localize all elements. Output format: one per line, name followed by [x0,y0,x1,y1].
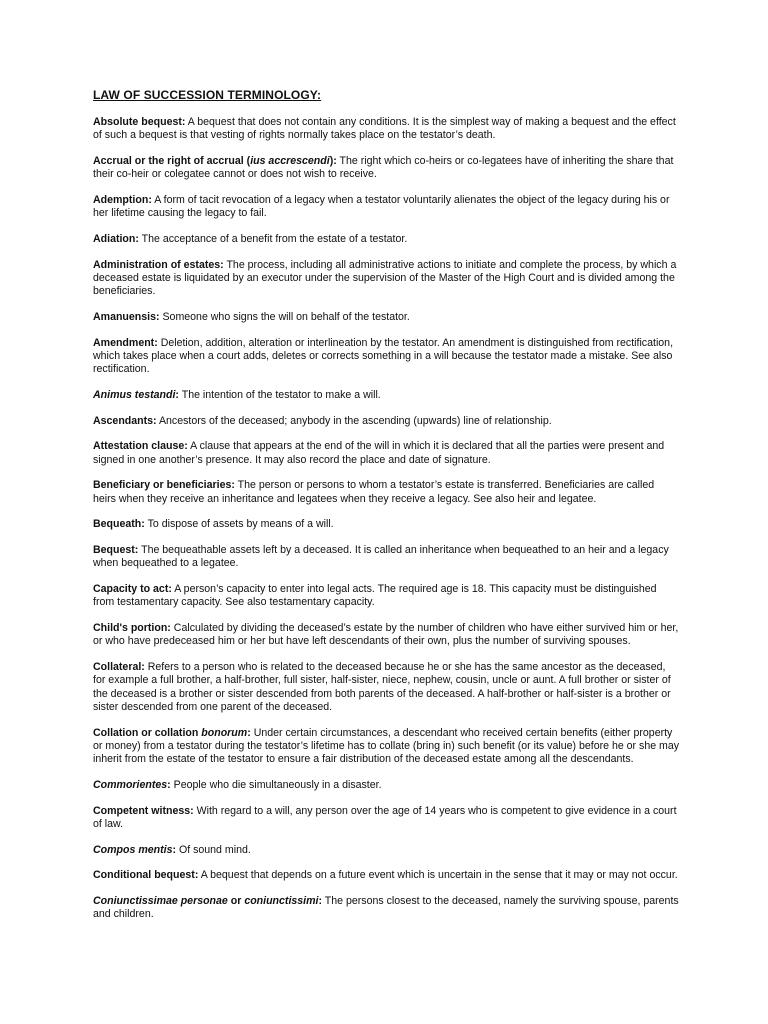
term-part: ): [329,155,337,167]
term-italic: Commorientes [93,779,168,791]
entry-administration-of-estates [93,259,680,299]
entry-absolute-bequest [93,116,680,143]
term: Ascendants: [93,414,157,427]
term: Attestation clause: [93,440,188,453]
term-part: : [172,843,176,856]
entry-coniunctissimae-personae [93,895,680,922]
term [93,779,171,791]
term: Amendment: [93,336,158,349]
entry-competent-witness [93,805,680,832]
term: Administration of estates: [93,258,224,271]
term-italic: Coniunctissimae personae [93,894,228,907]
term-part: : [318,894,323,907]
term-part: : [175,389,179,401]
entry-compos-mentis [93,844,680,857]
term [93,844,176,856]
entry-beneficiary [93,479,680,506]
definition: The bequeathable assets left by a deceased. It is called an inheritance when bequeathed to an heir and a legacy when bequeathed to a legatee. [93,543,669,570]
term [93,727,251,739]
definition: To dispose of assets by means of a will. [147,518,334,531]
term: Conditional bequest: [93,869,199,882]
term: Competent witness: [93,804,194,817]
term-italic: Compos mentis [93,843,173,856]
term: Adiation: [93,233,139,245]
term-part: : [247,726,251,739]
entry-accrual [93,155,680,182]
entry-amanuensis [93,311,680,324]
term-italic: bonorum [201,726,248,739]
definition: Someone who signs the will on behalf of the testator. [162,311,410,323]
document-title: LAW OF SUCCESSION TERMINOLOGY: [93,88,322,102]
term: Bequeath: [93,518,145,531]
definition: With regard to a will, any person over the age of 14 years who is competent to give evidence in a court of law. [93,804,677,830]
term: Absolute bequest: [93,116,186,128]
term: Child's portion: [93,621,171,634]
entry-capacity-to-act [93,583,680,610]
definition: The right which co-heirs or co-legatees have of inheriting the share that their co-heir or colegatee cannot or does not wish to receive. [93,155,674,181]
entry-conditional-bequest [93,869,680,882]
term-italic: coniunctissimi [244,894,319,907]
entry-commorientes [93,779,680,792]
definition: The intention of the testator to make a will. [181,389,381,401]
term-italic: Animus testandi [93,389,176,401]
entry-collation [93,727,680,767]
term-italic: ius accrescendi [250,155,330,167]
term: Amanuensis: [93,311,160,323]
definition: A person’s capacity to enter into legal acts. The required age is 18. This capacity must be distinguished from testamentary capacity. See also testamentary capacity. [93,582,657,609]
entry-collateral [93,661,680,715]
entry-adiation [93,233,680,246]
term-part: Collation or collation [93,726,202,739]
term: Beneficiary or beneficiaries: [93,479,235,492]
term [93,389,179,401]
definition: The process, including all administrative actions to initiate and complete the process, by which a deceased estate is liquidated by an executor under the supervision of the Master of the High Court and is divided among the beneficiaries. [93,258,677,298]
definition: The acceptance of a benefit from the estate of a testator. [141,233,408,245]
entry-animus-testandi [93,389,680,402]
definition: Under certain circumstances, a descendant who received certain benefits (either property or money) from a testator during the testator’s lifetime has to collate (bring in) such benefit (or its value) before he or she may inherit from the estate of the testator to ensure a fair distribution of the deceased estate among all the descendants. [93,726,680,766]
entry-childs-portion [93,622,680,649]
entry-attestation-clause [93,440,680,467]
term [93,895,322,907]
entry-ascendants [93,415,680,428]
definition: A bequest that depends on a future event which is uncertain in the sense that it may or may not occur. [200,869,678,882]
term: Bequest: [93,543,139,556]
definition: The person or persons to whom a testator’s estate is transferred. Beneficiaries are called heirs when they receive an inheritance and legatees when they receive a legacy. See also heir and legatee. [93,479,655,505]
definition: People who die simultaneously in a disaster. [173,779,382,791]
definition: Of sound mind. [178,843,251,856]
entry-bequest [93,544,680,571]
term-part: Accrual or the right of accrual ( [93,155,251,167]
term-part: or [227,894,245,907]
definition: Calculated by dividing the deceased’s estate by the number of children who have either survived him or her, or who have predeceased him or her but have left descendants of their own, plus the number of surviving spouses. [93,621,679,648]
entry-ademption [93,194,680,221]
term-part: : [167,779,171,791]
definition: The persons closest to the deceased, namely the surviving spouse, parents and children. [93,894,679,921]
entry-amendment [93,337,680,377]
definition: Ancestors of the deceased; anybody in the ascending (upwards) line of relationship. [158,414,552,427]
term [93,155,337,167]
definition: A form of tacit revocation of a legacy when a testator voluntarily alienates the object of the legacy during his or her lifetime causing the legacy to fail. [93,194,670,220]
term: Capacity to act: [93,582,172,595]
term: Ademption: [93,194,152,206]
entry-bequeath [93,518,680,531]
definition: Deletion, addition, alteration or interlineation by the testator. An amendment is distinguished from rectification, which takes place when a court adds, deletes or corrects something in a will because the testator made a mistake. See also rectification. [93,336,674,376]
definition: Refers to a person who is related to the deceased because he or she has the same ancestor as the deceased, for example a full brother, a half-brother, full sister, half-sister, niece, nephew, cousin, uncle or aunt. A full brother or sister of the deceased is a brother or sister descended from both parents of the deceased. A half-brother or half-sister is a brother or sister descended from one parent of the deceased. [93,660,671,713]
term: Collateral: [93,660,145,673]
definition: A clause that appears at the end of the will in which it is declared that all the parties were present and signed in one another’s presence. It may also record the place and date of signature. [93,440,665,466]
definition: A bequest that does not contain any conditions. It is the simplest way of making a bequest and the effect of such a bequest is that vesting of rights normally takes place on the testator’s death. [93,116,676,142]
